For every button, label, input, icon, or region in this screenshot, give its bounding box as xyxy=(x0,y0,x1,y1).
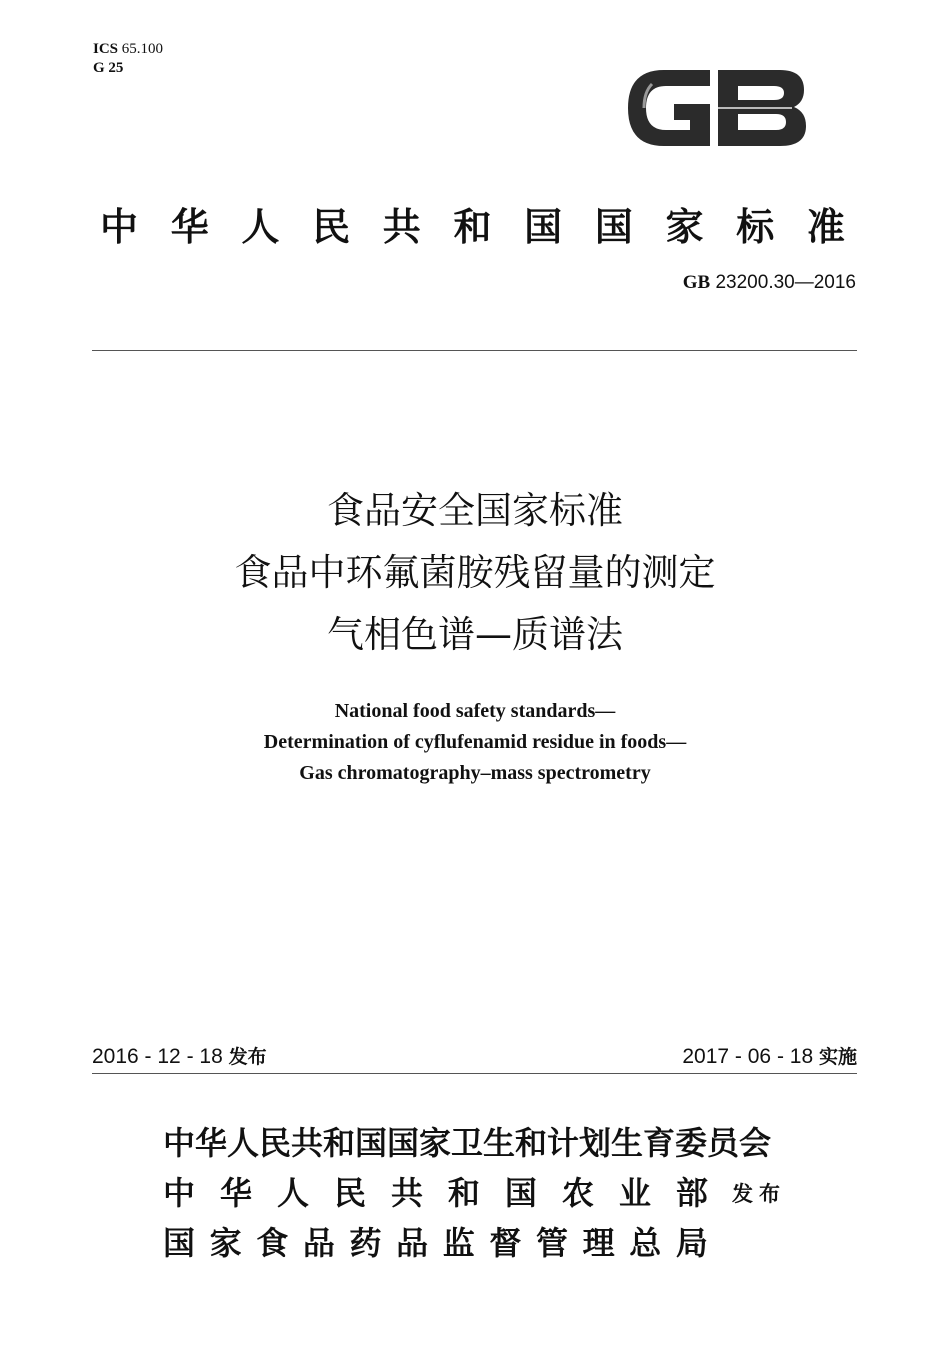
issuer-char: 监 xyxy=(442,1224,475,1262)
title-char: 中 xyxy=(100,204,139,249)
chinese-title xyxy=(0,480,950,666)
english-title-line-2: Determination of cyflufenamid residue in foods— xyxy=(263,731,687,753)
issuer-char: 局 xyxy=(675,1224,708,1262)
standard-number-prefix: GB xyxy=(682,272,711,293)
implement-label: 实施 xyxy=(818,1046,857,1068)
issuer-char: 国 xyxy=(163,1224,196,1262)
issuer-char: 品 xyxy=(396,1224,429,1262)
issuer-char: 业 xyxy=(618,1174,651,1212)
title-char: 标 xyxy=(736,204,775,249)
issuer-char: 共 xyxy=(390,1174,423,1212)
issuer-char: 和 xyxy=(447,1174,480,1212)
ics-label: ICS xyxy=(93,41,119,57)
issuer-agriculture-ministry xyxy=(163,1168,708,1218)
issuer-char: 人 xyxy=(276,1174,309,1212)
category-code: G 25 xyxy=(93,60,124,76)
issuer-char: 食 xyxy=(256,1224,289,1262)
chinese-title-line-1: 食品安全国家标准 xyxy=(327,489,623,532)
issuer-char: 管 xyxy=(536,1224,569,1262)
english-title-line-1: National food safety standards— xyxy=(334,700,616,722)
ics-code: 65.100 xyxy=(121,41,164,57)
logo-text: GB xyxy=(622,62,624,63)
ics-line xyxy=(93,40,163,59)
issuer-health-commission: 中华人民共和国国家卫生和计划生育委员会 xyxy=(163,1124,772,1162)
english-title-line-3: Gas chromatography–mass spectrometry xyxy=(299,762,651,784)
issuer-char: 农 xyxy=(561,1174,594,1212)
title-char: 家 xyxy=(665,204,704,249)
chinese-title-line-3: 气相色谱—质谱法 xyxy=(327,613,623,656)
issuing-authorities xyxy=(163,1118,771,1268)
title-char: 人 xyxy=(241,204,280,249)
issuer-food-drug-administration xyxy=(163,1218,708,1268)
issuer-char: 部 xyxy=(675,1174,708,1212)
implement-date: 2017 - 06 - 18 xyxy=(682,1045,814,1068)
implement-date-block xyxy=(682,1042,857,1069)
national-standard-title xyxy=(100,196,845,251)
title-char: 国 xyxy=(524,204,563,249)
publish-label: 发布 xyxy=(732,1182,786,1206)
english-title xyxy=(0,696,950,789)
issuer-char: 总 xyxy=(629,1224,662,1262)
title-char: 民 xyxy=(312,204,351,249)
issuer-char: 理 xyxy=(582,1224,615,1262)
chinese-title-line-2: 食品中环氟菌胺残留量的测定 xyxy=(234,551,716,594)
gb-logo-icon xyxy=(622,62,807,154)
issuer-char: 品 xyxy=(302,1224,335,1262)
issue-date: 2016 - 12 - 18 xyxy=(92,1045,223,1068)
issue-label: 发布 xyxy=(228,1046,267,1068)
title-char: 国 xyxy=(594,204,633,249)
issuer-char: 督 xyxy=(489,1224,522,1262)
date-row xyxy=(92,1042,857,1070)
issuer-char: 家 xyxy=(209,1224,242,1262)
issuer-char: 中 xyxy=(163,1174,196,1212)
bottom-divider xyxy=(92,1073,857,1074)
issuer-char: 华 xyxy=(219,1174,252,1212)
title-char: 共 xyxy=(382,204,421,249)
title-char: 华 xyxy=(170,204,209,249)
issuer-char: 国 xyxy=(504,1174,537,1212)
issuer-char: 民 xyxy=(333,1174,366,1212)
classification-codes xyxy=(93,40,163,78)
issue-date-block xyxy=(92,1042,267,1069)
standard-number xyxy=(683,272,856,294)
top-divider xyxy=(92,350,857,351)
issuer-char: 药 xyxy=(349,1224,382,1262)
title-char: 和 xyxy=(453,204,492,249)
standard-number-value: 23200.30—2016 xyxy=(715,272,856,293)
title-char: 准 xyxy=(806,204,845,249)
